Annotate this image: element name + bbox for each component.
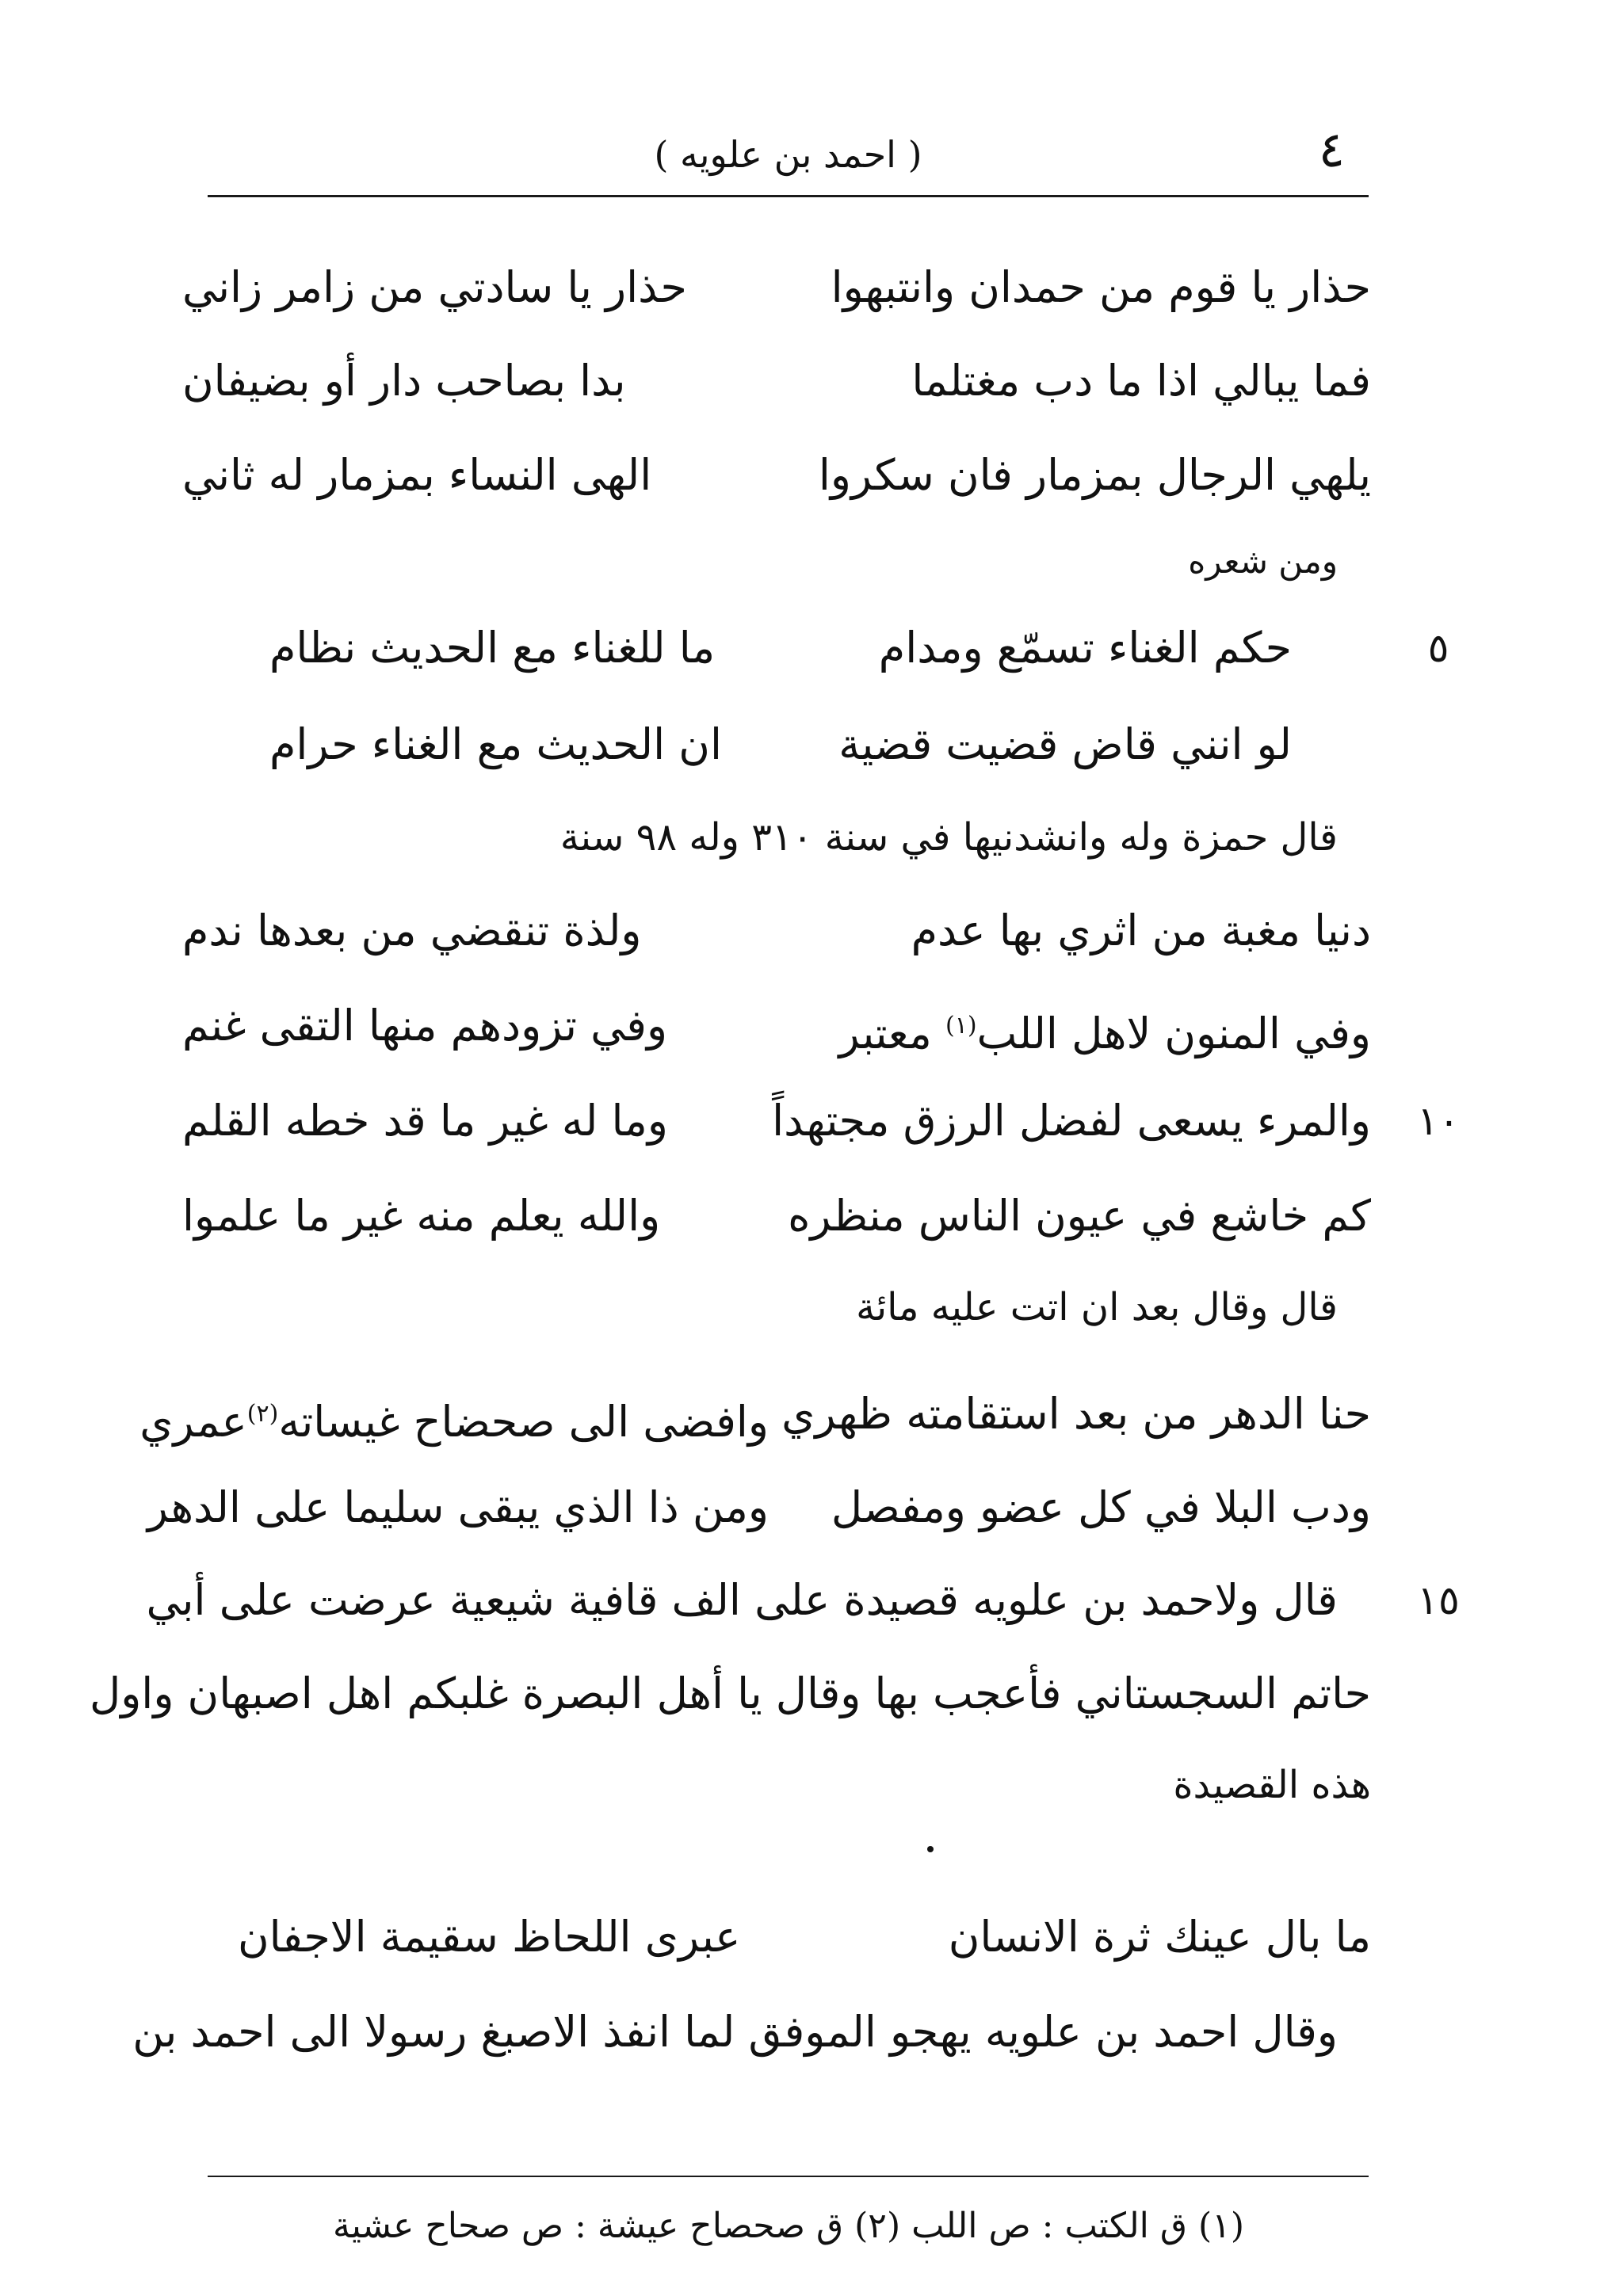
verse-line [269,612,1292,684]
hemistich: والله يعلم منه غير ما علموا [182,1191,661,1241]
verse-line [182,252,1371,323]
hemistich: فما يبالي اذا ما دب مغتلما [911,356,1371,406]
line-number: ٥ [1427,625,1449,671]
verse-line [147,1472,1371,1543]
hemistich-text: وفي المنون لاهل اللب [976,1009,1371,1058]
hemistich: ان الحديث مع الغناء حرام [269,719,722,769]
hemistich: ما بال عينك ثرة الانسان [948,1912,1371,1962]
footnote-marker: (٢) [246,1400,279,1428]
hemistich: الهى النساء بمزمار له ثاني [182,450,652,500]
hemistich: ومن ذا الذي يبقى سليما على الدهر [147,1482,769,1532]
section-heading: قال حمزة وله وانشدنيها في سنة ٣١٠ وله ٩٨ سنة [559,815,1338,860]
hemistich: دنيا مغبة من اثري بها عدم [911,906,1371,955]
footnote-rule [208,2176,1369,2177]
hemistich-text: عمري [139,1397,247,1447]
hemistich: وما له غير ما قد خطه القلم [182,1096,668,1146]
hemistich-text: معتبر [838,1009,932,1058]
line-number: ١٥ [1417,1577,1460,1623]
hemistich: وفي تزودهم منها التقى غنم [182,1001,668,1051]
hemistich [139,1379,769,1450]
section-heading: ومن شعره [1188,542,1338,581]
verse-line [182,1085,1371,1157]
page-header [208,119,1369,190]
verse-line [182,345,1371,417]
hemistich: ولذة تنقضي من بعدها ندم [182,906,642,955]
verse-line [238,1901,1371,1973]
hemistich: والمرء يسعى لفضل الرزق مجتهداً [772,1096,1371,1146]
hemistich: حكم الغناء تسمّع ومدام [878,623,1292,673]
header-rule [208,195,1369,197]
hemistich: حنا الدهر من بعد استقامته ظهري [781,1389,1371,1439]
hemistich: يلهي الرجال بمزمار فان سكروا [818,450,1371,500]
prose-line: وقال احمد بن علويه يهجو الموفق لما انفذ الاصبغ رسولا الى احمد بن [132,2007,1338,2057]
verse-line [182,1180,1371,1252]
line-number: ١٠ [1417,1098,1460,1144]
hemistich: عبرى اللحاظ سقيمة الاجفان [238,1912,741,1962]
prose-line: هذه القصيدة [1173,1763,1371,1807]
verse-line [139,1379,1371,1450]
prose-line: قال ولاحمد بن علويه قصيدة على الف قافية شيعية عرضت على أبي [146,1575,1338,1625]
section-heading: قال وقال بعد ان اتت عليه مائة [856,1285,1338,1329]
prose-line: حاتم السجستاني فأعجب بها وقال يا أهل البصرة غلبكم اهل اصبهان واول [90,1669,1371,1718]
hemistich: كم خاشع في عيون الناس منظره [788,1191,1371,1241]
hemistich [800,990,1371,1062]
footnote: (١) ق الكتب : ص اللب (٢) ق صحصاح عيشة : ص صحاح عشية [333,2206,1244,2246]
hemistich: لو انني قاض قضيت قضية [838,719,1292,769]
hemistich: ما للغناء مع الحديث نظام [269,623,716,673]
hemistich: ودب البلا في كل عضو ومفصل [831,1482,1371,1532]
running-title: ( احمد بن علويه ) [654,133,922,176]
verse-line [182,440,1371,511]
page-number: ٤ [1318,120,1345,178]
hemistich: حذار يا سادتي من زامر زاني [182,262,687,312]
verse-line [182,895,1371,967]
hemistich-text: وافضى الى صحضاح غيساته [278,1397,769,1447]
verse-line [182,990,1371,1062]
footnote-marker: (١) [945,1012,977,1039]
hemistich: حذار يا قوم من حمدان وانتبهوا [831,262,1371,312]
stray-mark [927,1846,934,1852]
verse-line [269,709,1292,780]
hemistich: بدا بصاحب دار أو بضيفان [182,356,626,406]
